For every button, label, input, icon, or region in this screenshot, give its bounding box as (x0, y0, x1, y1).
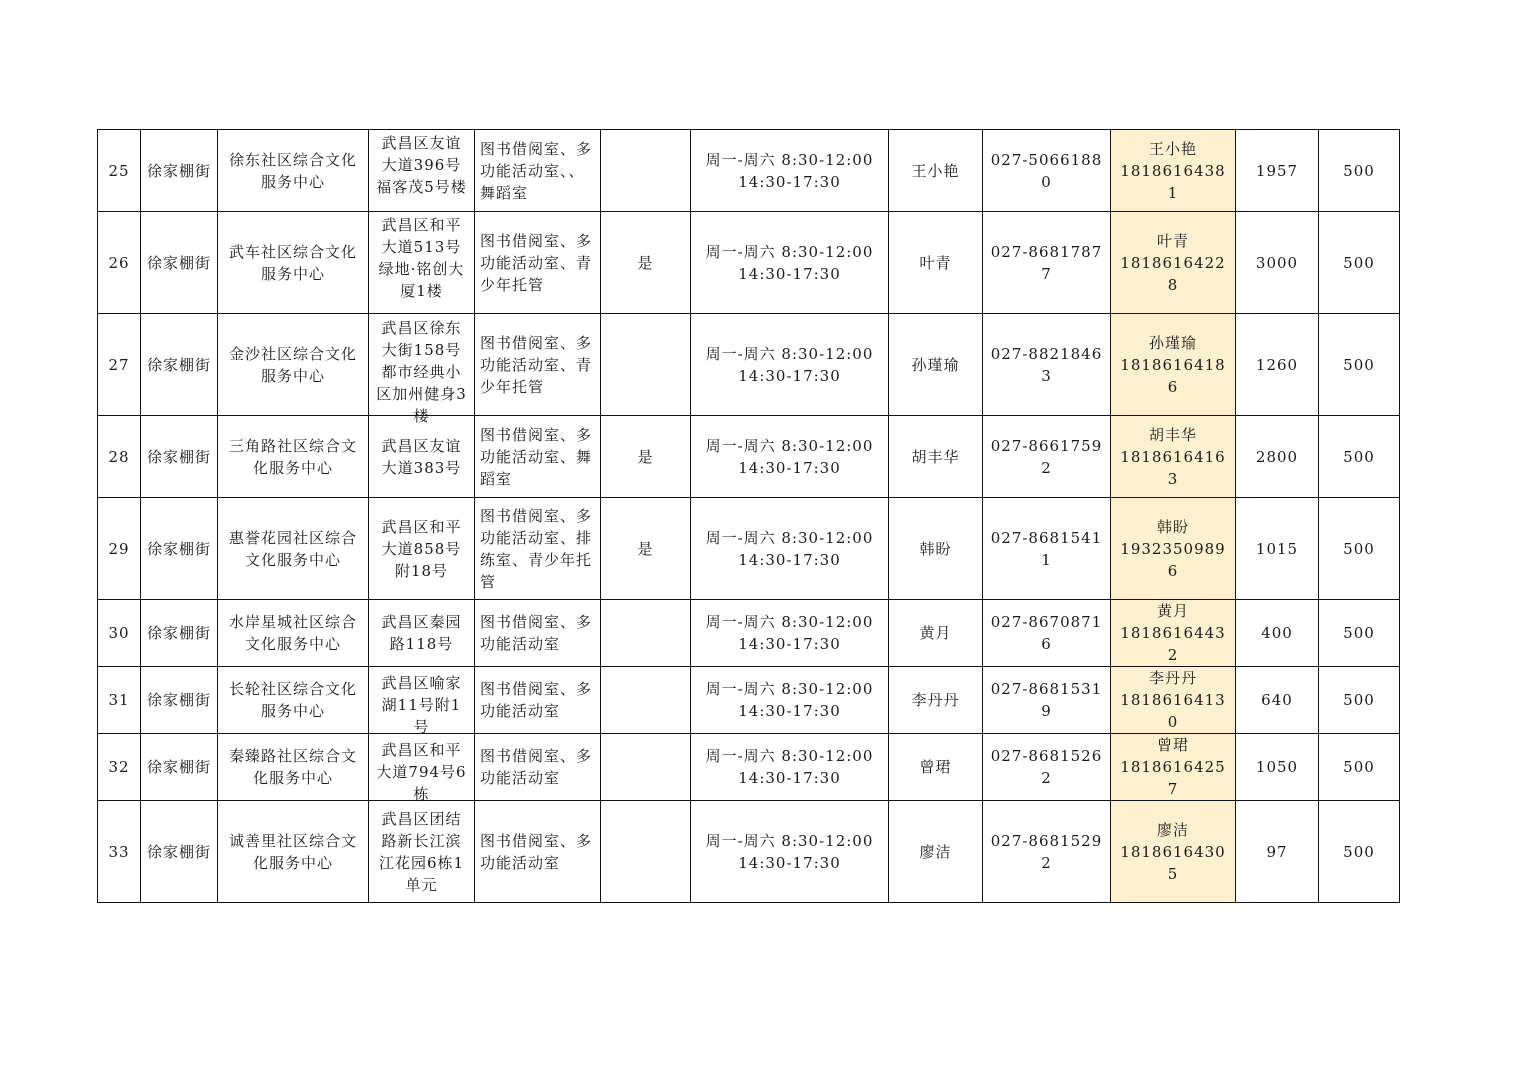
center-name-cell: 长轮社区综合文化服务中心 (218, 667, 369, 734)
hours-line-2: 14:30-17:30 (738, 366, 841, 385)
liaison-name: 廖洁 (1156, 820, 1189, 839)
hours-line-2: 14:30-17:30 (738, 458, 841, 477)
liaison-cell (1111, 130, 1236, 212)
address-cell (369, 314, 475, 425)
table-row (98, 801, 1400, 903)
liaison-cell (1111, 498, 1236, 600)
facilities-cell: 图书借阅室、多功能活动室 (475, 600, 601, 667)
flag-cell (601, 734, 691, 801)
hours-cell (691, 734, 889, 801)
hours-line-1: 周一-周六 8:30-12:00 (705, 747, 874, 765)
table-row (98, 130, 1400, 212)
flag-cell (601, 314, 691, 416)
table-row (98, 667, 1400, 734)
row-number: 33 (98, 801, 141, 903)
center-name-cell: 三角路社区综合文化服务中心 (218, 416, 369, 498)
hours-line-1: 周一-周六 8:30-12:00 (705, 680, 874, 698)
street-cell: 徐家棚街 (141, 667, 218, 734)
liaison-name: 胡丰华 (1148, 425, 1197, 444)
liaison-mobile: 18186164130 (1120, 691, 1226, 731)
flag-cell (601, 600, 691, 667)
liaison-mobile: 18186164228 (1120, 253, 1226, 294)
liaison-mobile: 19323509896 (1120, 539, 1226, 580)
liaison-mobile: 18186164305 (1120, 842, 1226, 883)
address-cell (369, 667, 475, 734)
address-text: 武昌区和平大道513号绿地·铭创大厦1楼 (378, 215, 465, 300)
contact-cell: 廖洁 (889, 801, 983, 903)
hours-cell (691, 212, 889, 314)
address-cell (369, 130, 475, 212)
facilities-cell: 图书借阅室、多功能活动室、排练室、青少年托管 (475, 498, 601, 600)
address-cell (369, 416, 475, 498)
liaison-mobile: 18186164186 (1120, 355, 1226, 396)
hours-line-2: 14:30-17:30 (738, 853, 841, 872)
liaison-name: 曾珺 (1156, 736, 1189, 754)
hours-cell (691, 498, 889, 600)
quota-cell: 500 (1319, 734, 1400, 801)
area-cell: 640 (1236, 667, 1319, 734)
address-cell (369, 600, 475, 667)
facilities-cell: 图书借阅室、多功能活动室 (475, 801, 601, 903)
area-cell: 1050 (1236, 734, 1319, 801)
hours-line-2: 14:30-17:30 (738, 264, 841, 283)
phone-cell: 027-86708716 (983, 600, 1111, 667)
street-cell: 徐家棚街 (141, 212, 218, 314)
phone-cell: 027-86815292 (983, 801, 1111, 903)
liaison-mobile: 18186164381 (1120, 161, 1226, 202)
area-cell: 3000 (1236, 212, 1319, 314)
flag-cell: 是 (601, 212, 691, 314)
liaison-name: 黄月 (1156, 602, 1189, 620)
address-text: 武昌区和平大道794号6栋 (376, 740, 467, 803)
address-text: 武昌区团结路新长江滨江花园6栋1单元 (378, 809, 465, 894)
facilities-cell: 图书借阅室、多功能活动室、、舞蹈室 (475, 130, 601, 212)
liaison-name: 孙瑾瑜 (1148, 333, 1197, 352)
facilities-cell: 图书借阅室、多功能活动室、青少年托管 (475, 314, 601, 416)
center-name-cell: 惠誉花园社区综合文化服务中心 (218, 498, 369, 600)
table-row (98, 416, 1400, 498)
liaison-cell (1111, 600, 1236, 667)
center-name-cell: 金沙社区综合文化服务中心 (218, 314, 369, 416)
street-cell: 徐家棚街 (141, 600, 218, 667)
contact-cell: 韩盼 (889, 498, 983, 600)
liaison-cell (1111, 212, 1236, 314)
address-text: 武昌区友谊大道396号福客茂5号楼 (376, 133, 467, 196)
hours-line-2: 14:30-17:30 (738, 550, 841, 569)
hours-cell (691, 416, 889, 498)
flag-cell (601, 130, 691, 212)
liaison-name: 王小艳 (1148, 139, 1197, 158)
hours-cell (691, 667, 889, 734)
street-cell: 徐家棚街 (141, 314, 218, 416)
address-cell (369, 801, 475, 903)
street-cell: 徐家棚街 (141, 734, 218, 801)
address-cell (369, 498, 475, 600)
quota-cell: 500 (1319, 498, 1400, 600)
table-row (98, 212, 1400, 314)
contact-cell: 孙瑾瑜 (889, 314, 983, 416)
phone-cell: 027-88218463 (983, 314, 1111, 416)
phone-cell: 027-86815262 (983, 734, 1111, 801)
center-name-cell: 徐东社区综合文化服务中心 (218, 130, 369, 212)
quota-cell: 500 (1319, 416, 1400, 498)
hours-line-1: 周一-周六 8:30-12:00 (705, 613, 874, 631)
hours-line-1: 周一-周六 8:30-12:00 (705, 242, 874, 261)
liaison-mobile: 18186164163 (1120, 447, 1226, 488)
flag-cell: 是 (601, 416, 691, 498)
street-cell: 徐家棚街 (141, 801, 218, 903)
address-text: 武昌区喻家湖11号附1号 (381, 673, 462, 736)
contact-cell: 曾珺 (889, 734, 983, 801)
center-name-cell: 诚善里社区综合文化服务中心 (218, 801, 369, 903)
flag-cell (601, 667, 691, 734)
quota-cell: 500 (1319, 600, 1400, 667)
quota-cell: 500 (1319, 130, 1400, 212)
row-number: 29 (98, 498, 141, 600)
table-row (98, 734, 1400, 801)
address-text: 武昌区和平大道858号附18号 (381, 517, 462, 580)
hours-line-1: 周一-周六 8:30-12:00 (705, 436, 874, 455)
hours-line-2: 14:30-17:30 (738, 769, 841, 787)
contact-cell: 李丹丹 (889, 667, 983, 734)
row-number: 28 (98, 416, 141, 498)
center-name-cell: 水岸星城社区综合文化服务中心 (218, 600, 369, 667)
quota-cell: 500 (1319, 314, 1400, 416)
row-number: 32 (98, 734, 141, 801)
address-text: 武昌区徐东大街158号都市经典小区加州健身3楼 (376, 318, 467, 425)
area-cell: 1957 (1236, 130, 1319, 212)
liaison-mobile: 18186164432 (1120, 624, 1226, 664)
facilities-cell: 图书借阅室、多功能活动室 (475, 734, 601, 801)
liaison-mobile: 18186164257 (1120, 758, 1226, 798)
hours-line-1: 周一-周六 8:30-12:00 (705, 344, 874, 363)
liaison-name: 李丹丹 (1148, 669, 1197, 687)
address-cell (369, 212, 475, 314)
liaison-cell (1111, 314, 1236, 416)
street-cell: 徐家棚街 (141, 498, 218, 600)
flag-cell: 是 (601, 498, 691, 600)
address-text: 武昌区秦园路118号 (381, 613, 462, 653)
quota-cell: 500 (1319, 212, 1400, 314)
flag-cell (601, 801, 691, 903)
contact-cell: 王小艳 (889, 130, 983, 212)
table-row (98, 600, 1400, 667)
quota-cell: 500 (1319, 801, 1400, 903)
hours-line-1: 周一-周六 8:30-12:00 (705, 528, 874, 547)
area-cell: 97 (1236, 801, 1319, 903)
facilities-cell: 图书借阅室、多功能活动室、舞蹈室 (475, 416, 601, 498)
address-cell (369, 734, 475, 801)
community-center-table (97, 129, 1400, 903)
row-number: 30 (98, 600, 141, 667)
hours-line-1: 周一-周六 8:30-12:00 (705, 150, 874, 169)
hours-cell (691, 801, 889, 903)
phone-cell: 027-86617592 (983, 416, 1111, 498)
hours-line-2: 14:30-17:30 (738, 635, 841, 653)
area-cell: 1260 (1236, 314, 1319, 416)
area-cell: 400 (1236, 600, 1319, 667)
facilities-cell: 图书借阅室、多功能活动室 (475, 667, 601, 734)
street-cell: 徐家棚街 (141, 130, 218, 212)
facilities-cell: 图书借阅室、多功能活动室、青少年托管 (475, 212, 601, 314)
liaison-cell (1111, 416, 1236, 498)
quota-cell: 500 (1319, 667, 1400, 734)
row-number: 26 (98, 212, 141, 314)
area-cell: 1015 (1236, 498, 1319, 600)
liaison-name: 韩盼 (1156, 517, 1189, 536)
row-number: 25 (98, 130, 141, 212)
liaison-cell (1111, 734, 1236, 801)
liaison-cell (1111, 801, 1236, 903)
center-name-cell: 武车社区综合文化服务中心 (218, 212, 369, 314)
row-number: 31 (98, 667, 141, 734)
hours-cell (691, 600, 889, 667)
contact-cell: 黄月 (889, 600, 983, 667)
liaison-cell (1111, 667, 1236, 734)
phone-cell: 027-50661880 (983, 130, 1111, 212)
address-text: 武昌区友谊大道383号 (381, 436, 462, 477)
hours-cell (691, 130, 889, 212)
hours-line-1: 周一-周六 8:30-12:00 (705, 831, 874, 850)
hours-cell (691, 314, 889, 416)
area-cell: 2800 (1236, 416, 1319, 498)
street-cell: 徐家棚街 (141, 416, 218, 498)
row-number: 27 (98, 314, 141, 416)
contact-cell: 胡丰华 (889, 416, 983, 498)
hours-line-2: 14:30-17:30 (738, 172, 841, 191)
phone-cell: 027-86817877 (983, 212, 1111, 314)
table-row (98, 498, 1400, 600)
phone-cell: 027-86815319 (983, 667, 1111, 734)
contact-cell: 叶青 (889, 212, 983, 314)
phone-cell: 027-86815411 (983, 498, 1111, 600)
liaison-name: 叶青 (1156, 231, 1189, 250)
table-row (98, 314, 1400, 416)
hours-line-2: 14:30-17:30 (738, 702, 841, 720)
center-name-cell: 秦臻路社区综合文化服务中心 (218, 734, 369, 801)
